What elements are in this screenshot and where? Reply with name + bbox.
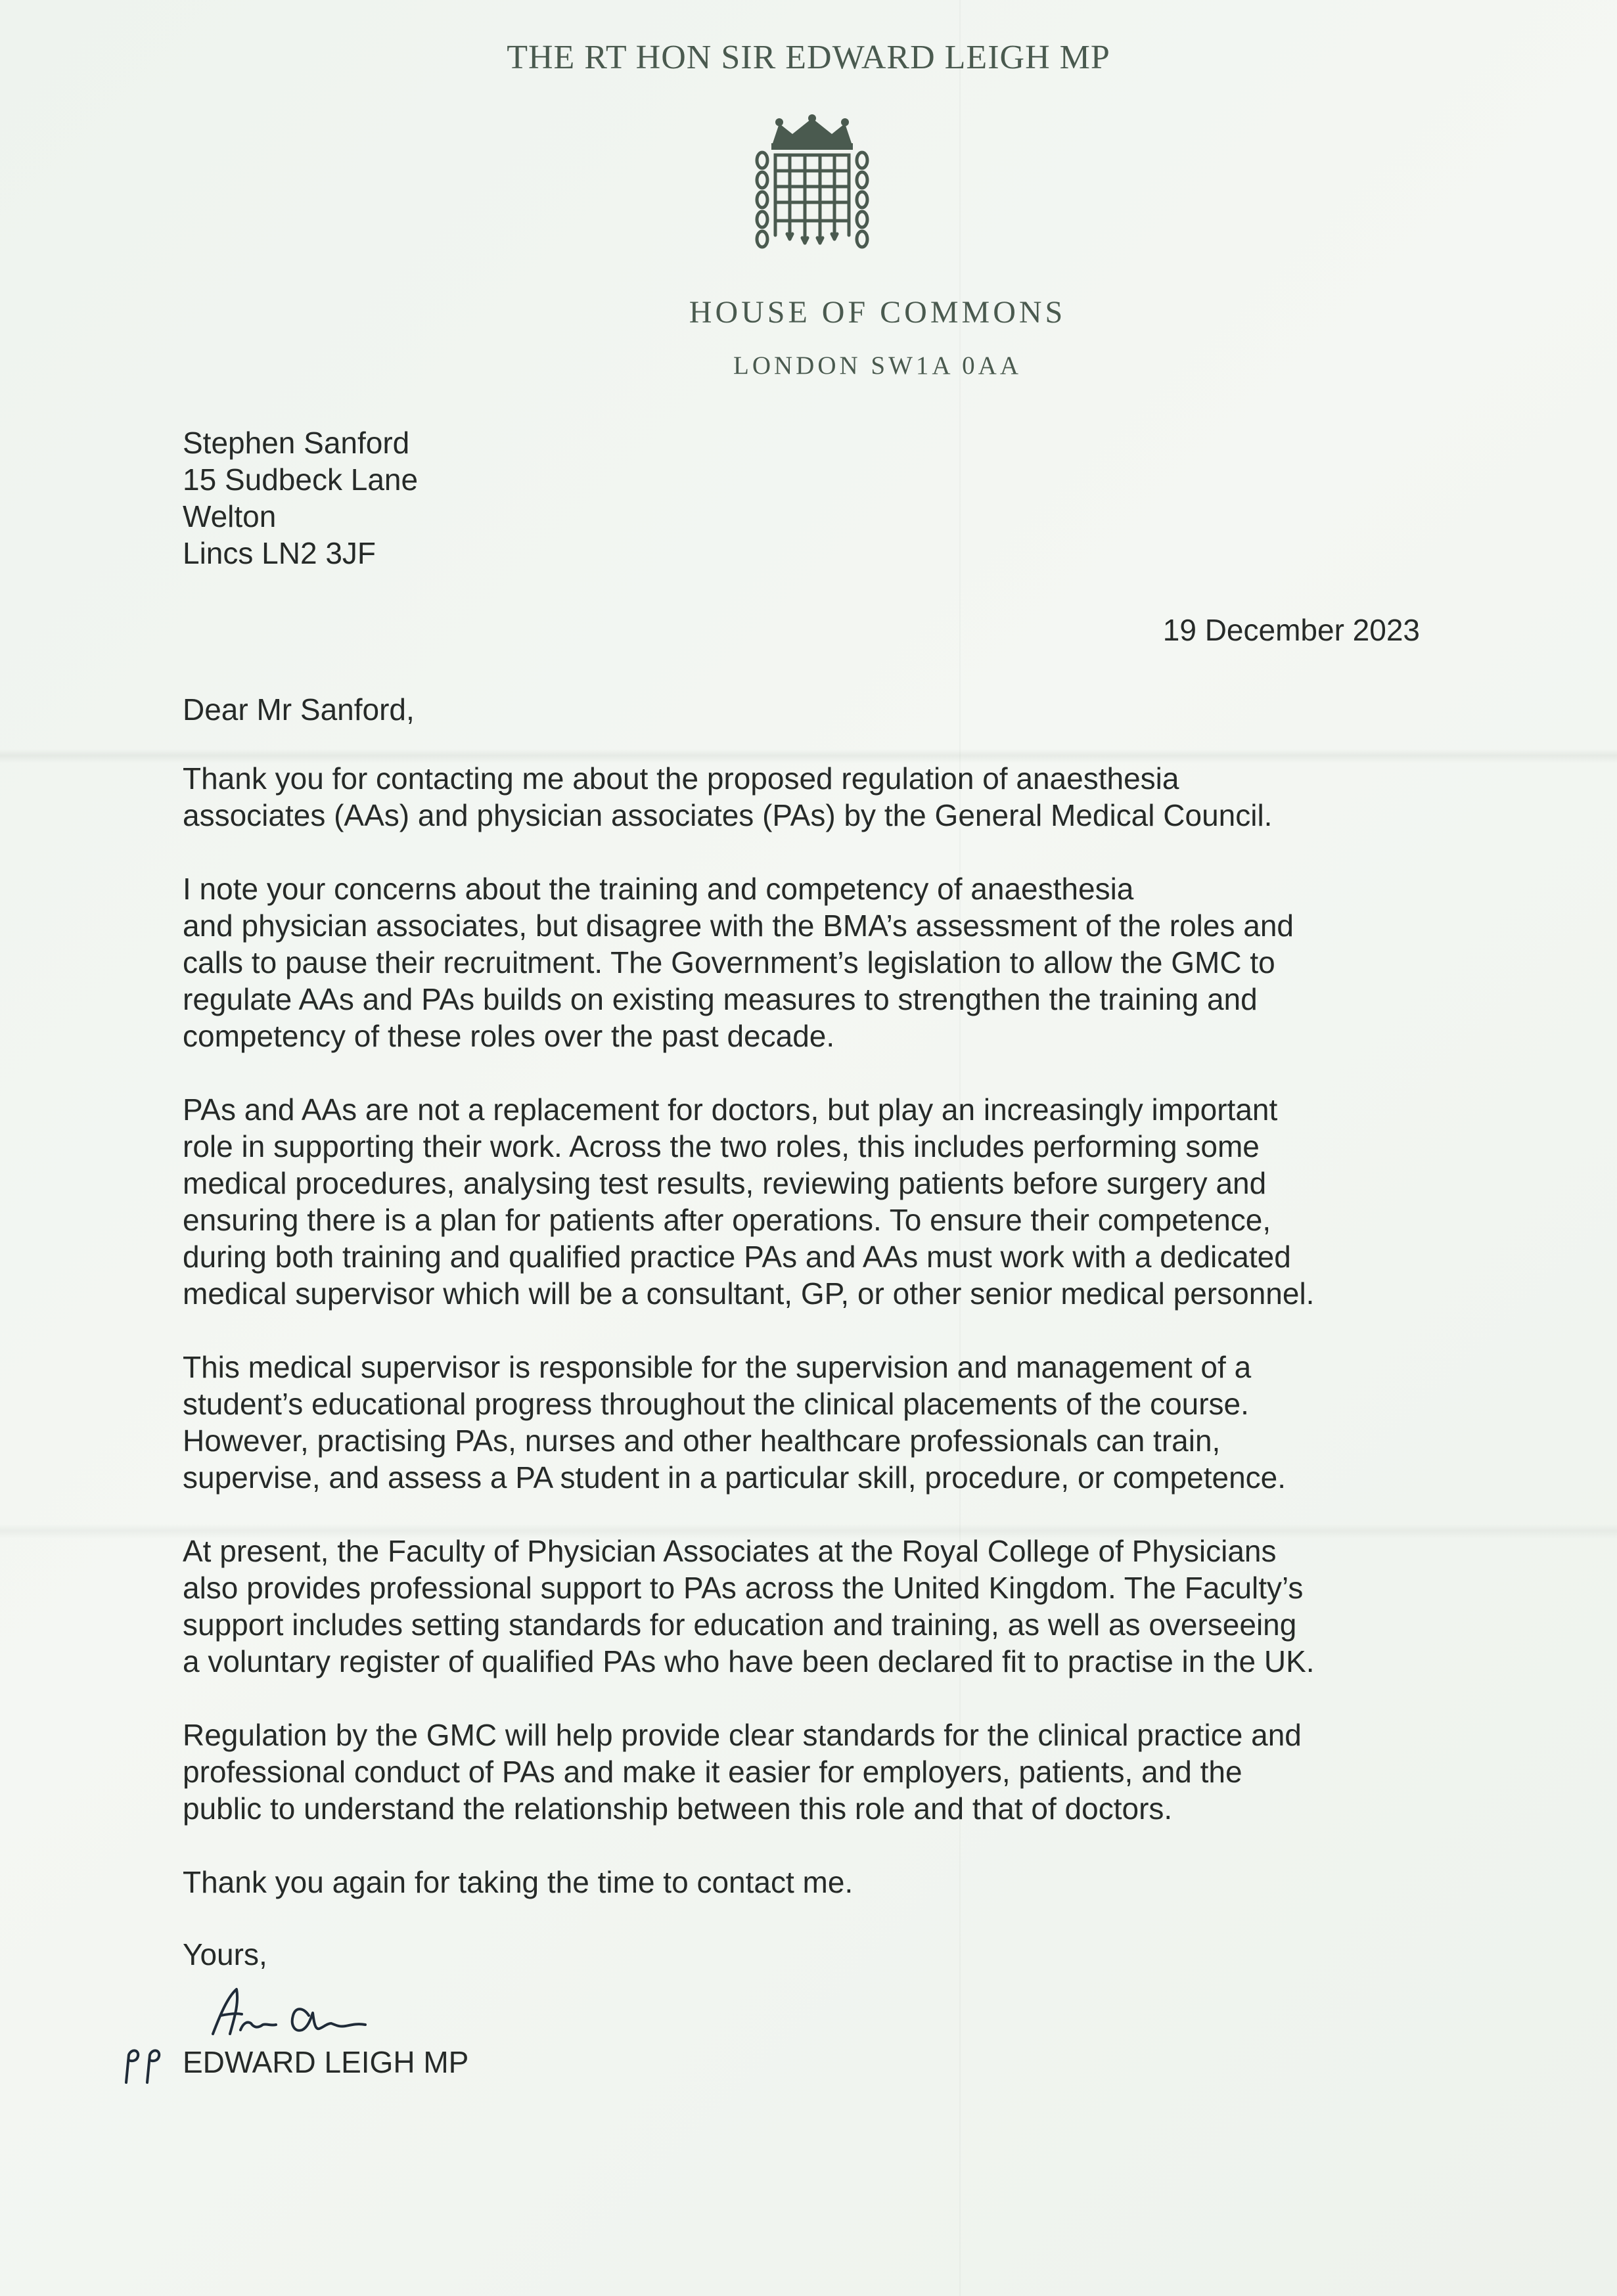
pp-mark <box>116 2042 171 2089</box>
recipient-street: 15 Sudbeck Lane <box>183 462 419 497</box>
letterhead-address: LONDON SW1A 0AA <box>733 351 1022 380</box>
recipient-name: Stephen Sanford <box>183 426 410 460</box>
closing-line: Thank you again for taking the time to contact me. <box>183 1865 854 1899</box>
recipient-town: Welton <box>183 499 277 533</box>
body-paragraph: PAs and AAs are not a replacement for doctors, but play an increasingly important role in supporting their work. Across the two roles, this includes performing some medical procedures, analysing test results, reviewing patients before surgery and ensuring there is a plan for patients after operations. To ensure their competence, during both training and qualified practice PAs and AAs must work with a dedicated medical supervisor which will be a consultant, GP, or other senior medical personnel. <box>183 1092 1315 1311</box>
letter-body <box>183 760 1431 1864</box>
body-paragraph: This medical supervisor is responsible for the supervision and management of a student’s educational progress throughout the clinical placements of the course. However, practising PAs, nurses and other healthcare professionals can train, supervise, and assess a PA student in a particular skill, procedure, or competence. <box>183 1350 1287 1495</box>
body-paragraph: I note your concerns about the training and competency of anaesthesia and physician associates, but disagree with the BMA’s assessment of the roles and calls to pause their recruitment. The Government’s legislation to allow the GMC to regulate AAs and PAs builds on existing measures to strengthen the training and competency of these roles over the past decade. <box>183 872 1294 1053</box>
signoff: Yours, <box>183 1937 267 1971</box>
handwritten-signature <box>197 1977 381 2050</box>
letterhead-house: HOUSE OF COMMONS <box>689 295 1066 330</box>
body-paragraph: Thank you for contacting me about the proposed regulation of anaesthesia associates (AAs) and physician associates (PAs) by the General Medical Council. <box>183 761 1273 832</box>
signatory-name: EDWARD LEIGH MP <box>183 2045 469 2079</box>
letter-date: 19 December 2023 <box>1162 613 1420 647</box>
recipient-county-postcode: Lincs LN2 3JF <box>183 536 376 570</box>
letterhead-member-name: THE RT HON SIR EDWARD LEIGH MP <box>507 39 1110 76</box>
body-paragraph: Regulation by the GMC will help provide clear standards for the clinical practice and professional conduct of PAs and make it easier for employers, patients, and the public to understand the relationship between this role and that of doctors. <box>183 1718 1302 1826</box>
body-paragraph: At present, the Faculty of Physician Associates at the Royal College of Physicians also provides professional support to PAs across the United Kingdom. The Faculty’s support includes setting standards for education and training, as well as overseeing a voluntary register of qualified PAs who have been declared fit to practise in the UK. <box>183 1534 1315 1678</box>
portcullis-icon <box>748 114 877 254</box>
salutation: Dear Mr Sanford, <box>183 692 415 727</box>
recipient-address <box>183 424 418 572</box>
